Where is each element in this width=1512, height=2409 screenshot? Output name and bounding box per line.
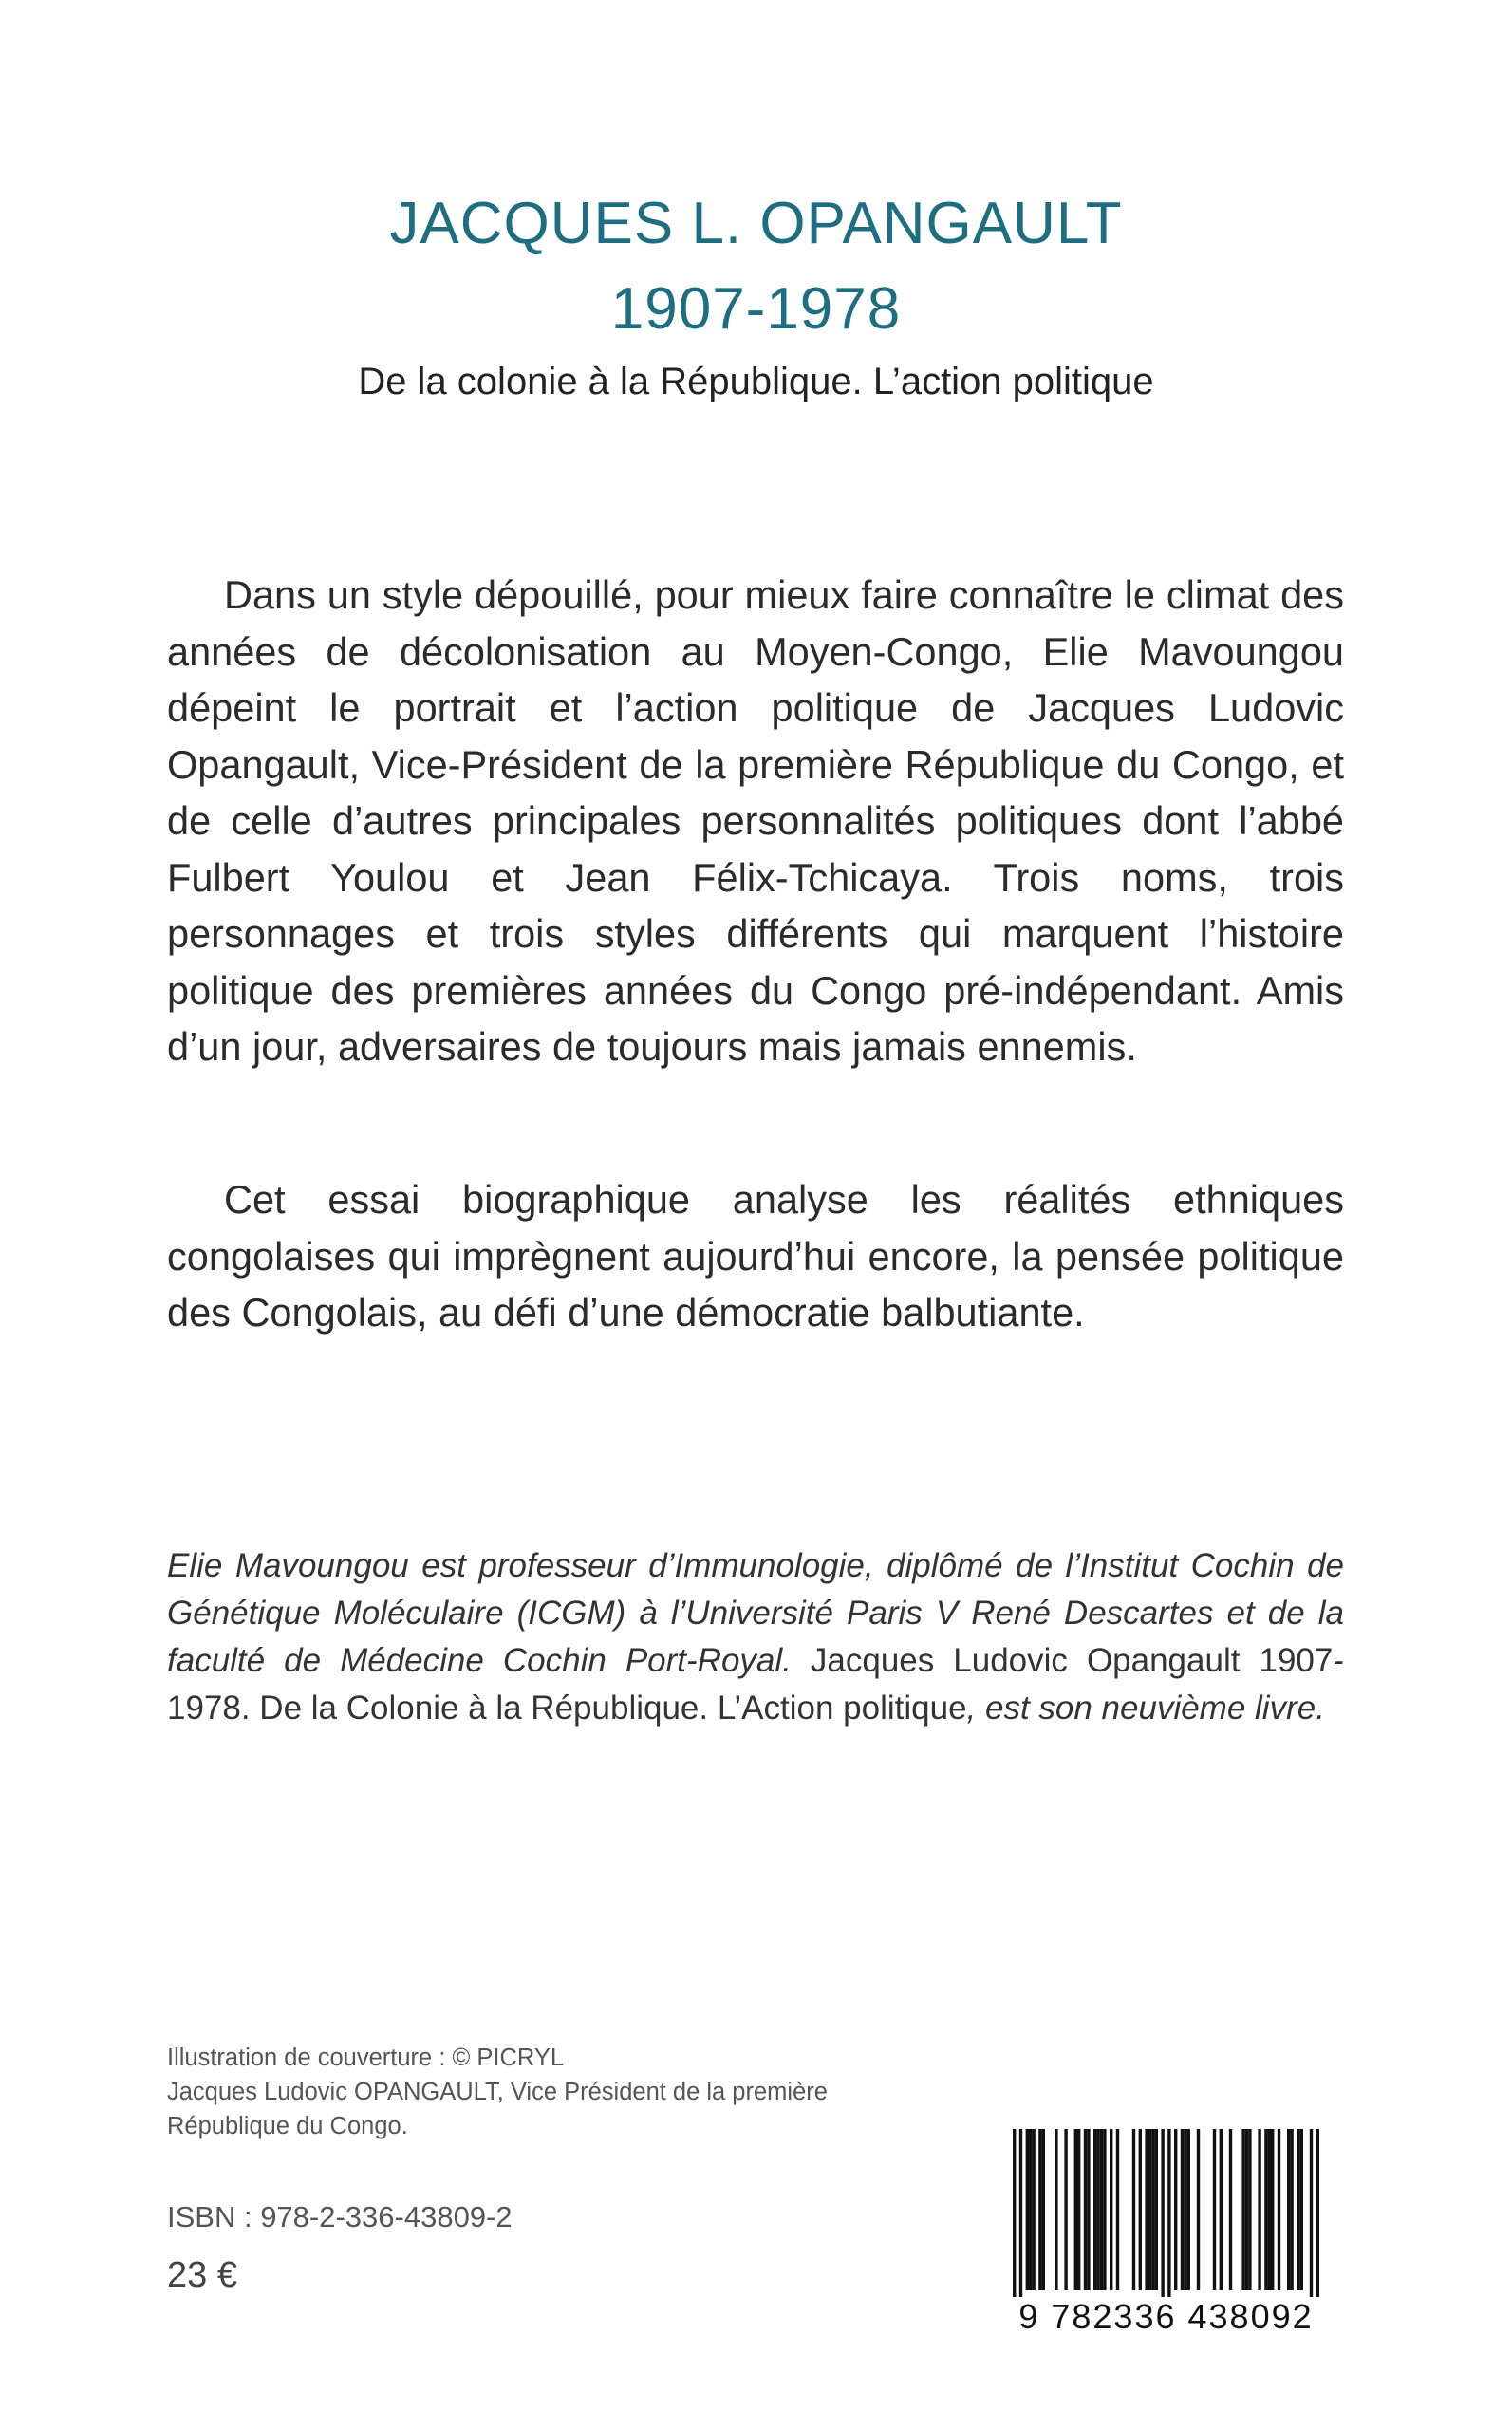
- barcode-bar: [1229, 2129, 1232, 2290]
- summary-paragraph-2: Cet essai biographique analyse les réalités ethniques congolaises qui imprègnent aujourd’hui encore, la pensée politique des Congolais, au défi d’une démocratie balbutiante.: [167, 1177, 1344, 1335]
- barcode-bars: [984, 2121, 1348, 2297]
- barcode-bar: [1032, 2129, 1035, 2290]
- barcode-bar: [1268, 2129, 1271, 2290]
- barcode-bar: [1013, 2129, 1016, 2297]
- isbn-number: ISBN : 978-2-336-43809-2: [167, 2200, 513, 2233]
- barcode-bar: [1167, 2129, 1170, 2297]
- illustration-credit-line: Illustration de couverture : © PICRYL: [167, 2045, 565, 2071]
- barcode-bar: [1151, 2129, 1154, 2290]
- barcode-bar: [1264, 2129, 1267, 2290]
- barcode-bar: [1148, 2129, 1151, 2290]
- barcode-bar: [1248, 2129, 1251, 2290]
- barcode: [984, 2121, 1348, 2337]
- barcode-bar: [1300, 2129, 1303, 2290]
- barcode-bar: [1213, 2129, 1216, 2290]
- barcode-bar: [1116, 2129, 1119, 2290]
- illustration-caption: Jacques Ludovic OPANGAULT, Vice Président de la première République du Congo.: [167, 2079, 828, 2139]
- barcode-bar: [1174, 2129, 1177, 2290]
- barcode-bar: [1278, 2129, 1280, 2290]
- barcode-bar: [1139, 2129, 1142, 2290]
- illustration-credit: [167, 2041, 888, 2143]
- barcode-bar: [1038, 2129, 1041, 2290]
- barcode-bar: [1145, 2129, 1148, 2290]
- barcode-bar: [1084, 2129, 1087, 2290]
- barcode-bar: [1316, 2129, 1319, 2297]
- barcode-bar: [1271, 2129, 1274, 2290]
- barcode-bar: [1103, 2129, 1106, 2290]
- barcode-bar: [1055, 2129, 1057, 2290]
- book-years: 1907-1978: [610, 276, 902, 342]
- barcode-bar: [1258, 2129, 1260, 2290]
- barcode-bar: [1184, 2129, 1186, 2290]
- book-title: JACQUES L. OPANGAULT: [389, 191, 1123, 256]
- barcode-bar: [1042, 2129, 1045, 2290]
- barcode-bar: [1064, 2129, 1067, 2290]
- barcode-bar: [1087, 2129, 1090, 2290]
- barcode-bar: [1287, 2129, 1290, 2290]
- barcode-bar: [1096, 2129, 1099, 2290]
- barcode-bar: [1245, 2129, 1248, 2290]
- author-name: Elie Mavoungou: [167, 1547, 409, 1584]
- book-subtitle: De la colonie à la République. L’action politique: [358, 361, 1154, 402]
- barcode-bar: [1029, 2129, 1032, 2290]
- barcode-bar: [1110, 2129, 1112, 2290]
- barcode-bar: [1161, 2129, 1164, 2297]
- barcode-bar: [1241, 2129, 1244, 2290]
- summary-paragraph-1: Dans un style dépouillé, pour mieux faire connaître le climat des années de décolonisation au Moyen-Congo, Elie Mavoungou dépeint le portrait et l’action politique de Jacques Ludovic Opangault, Vice-Président de la première République du Congo, et de celle d’autres principales personnalités politiques dont l’abbé Fulbert Youlou et Jean Félix-Tchicaya. Trois noms, trois personnages et trois styles différents qui marquent l’histoire politique des premières années du Congo pré-indépendant. Amis d’un jour, adversaires de toujours mais jamais ennemis.: [167, 572, 1344, 1069]
- barcode-bar: [1197, 2129, 1200, 2290]
- barcode-bar: [1155, 2129, 1158, 2290]
- author-bio: [167, 1542, 1344, 1732]
- author-bio-book-title: Jacques Ludovic Opangault 1907-1978. De la Colonie à la République. L’Action politique: [167, 1642, 1344, 1727]
- barcode-digits: 9 782336 438092: [1018, 2297, 1314, 2336]
- barcode-bar: [1132, 2129, 1135, 2290]
- barcode-bar: [1297, 2129, 1299, 2290]
- barcode-bar: [1074, 2129, 1077, 2290]
- book-price: 23 €: [167, 2255, 237, 2295]
- barcode-bar: [1181, 2129, 1184, 2290]
- barcode-bar: [1220, 2129, 1223, 2290]
- barcode-bar: [1019, 2129, 1022, 2297]
- barcode-bar: [1100, 2129, 1103, 2290]
- barcode-bar: [1077, 2129, 1080, 2290]
- barcode-bar: [1093, 2129, 1096, 2290]
- barcode-bar: [1026, 2129, 1029, 2290]
- barcode-bar: [1290, 2129, 1293, 2290]
- author-bio-text-1: est professeur d’Immunologie, diplômé de l’Institut Cochin de Génétique Moléculaire (ICGM) à l’Université Paris V René Descartes et de la faculté de Médecine Cochin Port-Royal.: [167, 1547, 1344, 1679]
- barcode-bar: [1187, 2129, 1190, 2290]
- author-bio-text-2: , est son neuvième livre.: [966, 1690, 1325, 1727]
- barcode-bar: [1310, 2129, 1313, 2297]
